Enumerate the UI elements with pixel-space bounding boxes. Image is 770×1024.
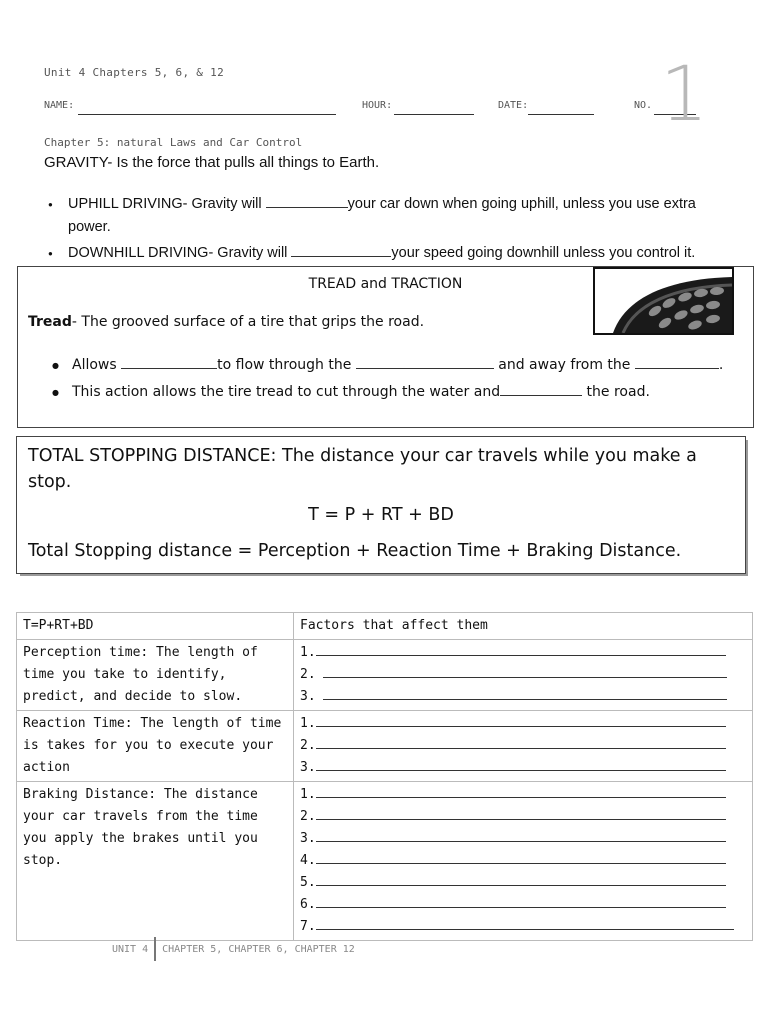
- footer-chapters: CHAPTER 5, CHAPTER 6, CHAPTER 12: [162, 944, 355, 955]
- line-number: 2.: [300, 667, 316, 682]
- blank-line[interactable]: [300, 642, 746, 664]
- answer-blank[interactable]: [316, 758, 726, 771]
- line-number: 5.: [300, 875, 316, 890]
- downhill-text-post: your speed going downhill unless you control it.: [391, 245, 696, 261]
- chapter-title: Chapter 5: natural Laws and Car Control: [44, 136, 303, 149]
- date-label: DATE:: [498, 100, 529, 111]
- stopping-formula: T = P + RT + BD: [308, 505, 454, 525]
- page-number: 1: [660, 49, 709, 138]
- tread-b1-blank-1[interactable]: [121, 354, 217, 369]
- name-label: NAME:: [44, 100, 75, 111]
- downhill-bullet: [48, 242, 728, 265]
- uphill-text-pre: UPHILL DRIVING- Gravity will: [68, 196, 266, 212]
- student-info-row: [44, 100, 704, 120]
- blank-line[interactable]: [300, 735, 746, 757]
- line-number: 1.: [300, 645, 316, 660]
- page-footer: [112, 937, 355, 961]
- blank-line[interactable]: [300, 916, 746, 938]
- blank-line[interactable]: [300, 664, 746, 686]
- tread-b2-text-a: This action allows the tire tread to cut through the water and: [72, 384, 501, 400]
- braking-factors: [294, 782, 753, 941]
- line-number: 3.: [300, 689, 316, 704]
- tread-definition: [28, 314, 424, 330]
- tread-b1-blank-2[interactable]: [356, 354, 494, 369]
- blank-line[interactable]: [300, 757, 746, 779]
- answer-blank[interactable]: [316, 736, 726, 749]
- table-row: [17, 640, 753, 711]
- line-number: 2.: [300, 738, 316, 753]
- uphill-text-post: your car down when going uphill, unless you use extra power.: [68, 196, 696, 235]
- footer-unit: UNIT 4: [112, 944, 149, 955]
- answer-blank[interactable]: [316, 643, 726, 656]
- tread-b1-blank-3[interactable]: [635, 354, 719, 369]
- downhill-text-pre: DOWNHILL DRIVING- Gravity will: [68, 245, 292, 261]
- line-number: 1.: [300, 716, 316, 731]
- downhill-blank[interactable]: [291, 242, 391, 257]
- blank-line[interactable]: [300, 784, 746, 806]
- unit-heading: Unit 4 Chapters 5, 6, & 12: [44, 66, 224, 79]
- braking-cell: Braking Distance: The distance your car travels from the time you apply the brakes until you stop.: [17, 782, 294, 941]
- line-number: 2.: [300, 809, 316, 824]
- stopping-expanded: Total Stopping distance = Perception + Reaction Time + Braking Distance.: [28, 541, 682, 561]
- tread-bullet-1: [52, 352, 752, 379]
- table-row: [17, 782, 753, 941]
- stopping-distance-box: [16, 436, 746, 574]
- uphill-blank[interactable]: [266, 193, 348, 208]
- perception-factors: [294, 640, 753, 711]
- blank-line[interactable]: [300, 828, 746, 850]
- tread-b2-text-b: the road.: [582, 384, 650, 400]
- table-header-row: [17, 613, 753, 640]
- line-number: 4.: [300, 853, 316, 868]
- answer-blank[interactable]: [323, 665, 727, 678]
- blank-line[interactable]: [300, 850, 746, 872]
- tread-title: TREAD and TRACTION: [308, 276, 463, 292]
- blank-line[interactable]: [300, 872, 746, 894]
- col2-header: Factors that affect them: [294, 613, 753, 640]
- tread-traction-box: [17, 266, 754, 428]
- number-label: NO.: [634, 100, 653, 111]
- tread-b1-text-c: and away from the: [493, 357, 635, 373]
- line-number: 1.: [300, 787, 316, 802]
- line-number: 3.: [300, 760, 316, 775]
- answer-blank[interactable]: [316, 807, 726, 820]
- tread-b1-text-d: .: [718, 357, 724, 373]
- answer-blank[interactable]: [316, 829, 726, 842]
- tire-tread-image: [593, 267, 734, 335]
- perception-cell: Perception time: The length of time you take to identify, predict, and decide to slow.: [17, 640, 294, 711]
- tread-b1-text-b: to flow through the: [217, 357, 356, 373]
- footer-divider: [154, 937, 156, 961]
- blank-line[interactable]: [300, 713, 746, 735]
- line-number: 3.: [300, 831, 316, 846]
- col1-header: T=P+RT+BD: [17, 613, 294, 640]
- tread-bullet-2: [52, 379, 752, 406]
- answer-blank[interactable]: [316, 917, 734, 930]
- reaction-factors: [294, 711, 753, 782]
- stopping-definition: TOTAL STOPPING DISTANCE: The distance your car travels while you make a stop.: [28, 446, 697, 492]
- answer-blank[interactable]: [316, 785, 726, 798]
- tread-definition-text: - The grooved surface of a tire that grips the road.: [71, 314, 425, 330]
- answer-blank[interactable]: [316, 895, 726, 908]
- gravity-bullets: [48, 193, 728, 265]
- answer-blank[interactable]: [316, 714, 726, 727]
- blank-line[interactable]: [300, 894, 746, 916]
- blank-line[interactable]: [300, 686, 746, 708]
- tread-term: Tread: [28, 314, 72, 330]
- uphill-bullet: [48, 193, 728, 239]
- reaction-cell: Reaction Time: The length of time is takes for you to execute your action: [17, 711, 294, 782]
- factors-table: [16, 612, 753, 941]
- answer-blank[interactable]: [316, 851, 726, 864]
- answer-blank[interactable]: [316, 873, 726, 886]
- line-number: 7.: [300, 919, 316, 934]
- line-number: 6.: [300, 897, 316, 912]
- tread-b2-blank[interactable]: [500, 381, 582, 396]
- hour-label: HOUR:: [362, 100, 393, 111]
- tread-bullets: [52, 352, 752, 406]
- gravity-definition: GRAVITY- Is the force that pulls all things to Earth.: [44, 154, 380, 171]
- blank-line[interactable]: [300, 806, 746, 828]
- table-row: [17, 711, 753, 782]
- answer-blank[interactable]: [323, 687, 727, 700]
- tread-b1-text-a: Allows: [72, 357, 122, 373]
